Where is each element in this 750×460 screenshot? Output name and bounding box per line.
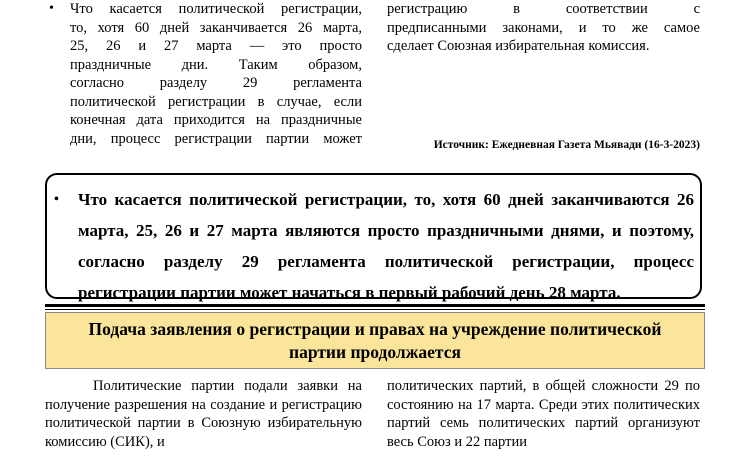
text-line: праздничные дни. Таким образом,: [70, 56, 362, 73]
text-line: Что касается политической регистрации,: [70, 1, 362, 17]
text-line: сделает Союзная избирательная комиссия.: [387, 38, 650, 54]
article-headline-box: [45, 312, 705, 369]
bullet-marker: •: [49, 1, 54, 16]
highlight-paragraph: [54, 184, 694, 308]
text-line: конечная дата приходится на праздничные: [70, 112, 362, 128]
article-column-top-right: [387, 0, 700, 56]
bullet-marker: •: [54, 192, 59, 207]
article-column-bottom-right: [387, 377, 700, 451]
divider-thin: [45, 309, 705, 310]
text-line: регистрацию в соответствии с: [387, 1, 700, 17]
text-line: дни, процесс регистрации партии может: [70, 130, 362, 147]
text-line: предписанными законами, и то же самое: [387, 19, 700, 36]
headline-line-1: Подача заявления о регистрации и правах на учреждение политической: [88, 318, 662, 339]
divider-thick: [45, 304, 705, 307]
article-paragraph: Политические партии подали заявки на получение разрешения на создание и регистрацию политической партии в Союзную избирательную комиссию (СИК), и: [45, 378, 362, 450]
highlight-text: Что касается политической регистрации, то, хотя 60 дней заканчиваются 26 марта, 25, 26 и 27 марта являются просто праздничными днями, и поэтому, согласно разделу 29 регламента политической регистрации, процесс регистрации партии может начаться в первый рабочий день 28 марта.: [78, 190, 694, 302]
headline-line-2: партии продолжается: [289, 341, 461, 362]
article-headline: [89, 318, 662, 364]
text-line: политической регистрации в случае, если: [70, 93, 362, 110]
text-line: 25, 26 и 27 марта — это просто: [70, 38, 362, 54]
highlight-box: [45, 173, 702, 302]
article-column-bottom-left: [45, 377, 362, 451]
text-line: то, хотя 60 дней заканчивается 26 марта,: [70, 19, 362, 36]
text-line: согласно разделу 29 регламента: [70, 75, 362, 91]
source-citation: Источник: Ежедневная Газета Мьявади (16-3-2023): [433, 139, 700, 151]
article-column-top-left: [49, 0, 362, 148]
article-paragraph: политических партий, в общей сложности 29 по состоянию на 17 марта. Среди этих политических партий семь политических партий организуют весь Союз и 22 партии: [387, 378, 700, 450]
